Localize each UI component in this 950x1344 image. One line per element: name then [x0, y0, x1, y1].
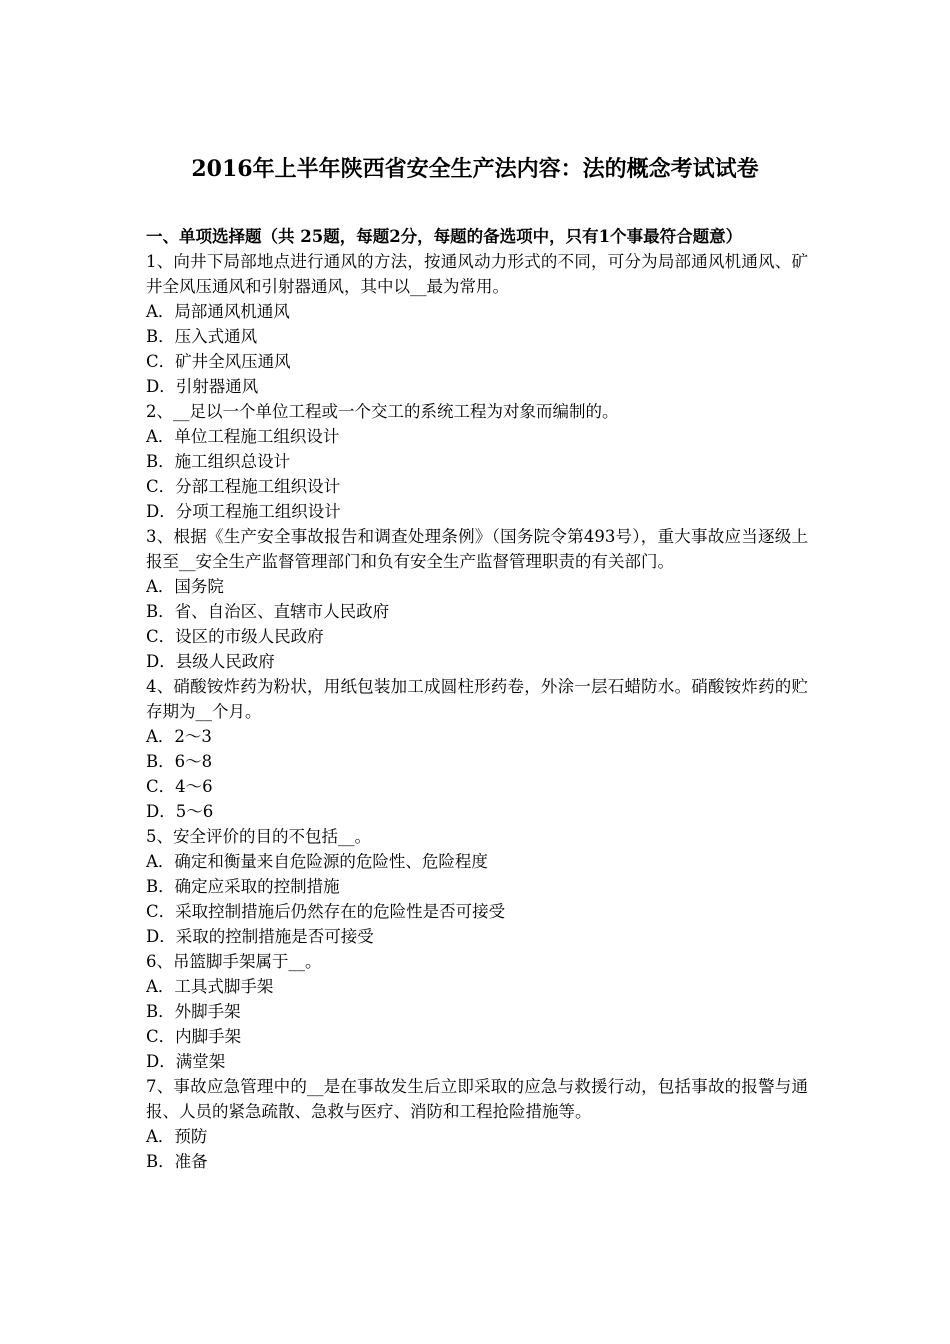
- option-c: C．采取控制措施后仍然存在的危险性是否可接受: [146, 902, 506, 921]
- document-title: 2016年上半年陕西省安全生产法内容：法的概念考试试卷: [191, 156, 759, 182]
- option-d: D．5～6: [146, 802, 214, 821]
- option-b: B．确定应采取的控制措施: [146, 877, 340, 896]
- option-b: B．外脚手架: [146, 1002, 241, 1021]
- option-a: A．局部通风机通风: [146, 302, 290, 321]
- question-1: [146, 249, 808, 399]
- question-7: [146, 1074, 808, 1174]
- question-text: 3、根据《生产安全事故报告和调查处理条例》（国务院令第493号），重大事故应当逐级上报至__安全生产监督管理部门和负有安全生产监督管理职责的有关部门。: [146, 527, 808, 571]
- option-c: C．矿井全风压通风: [146, 352, 291, 371]
- option-c: C．分部工程施工组织设计: [146, 477, 341, 496]
- option-d: D．满堂架: [146, 1052, 226, 1071]
- document-body: [146, 224, 808, 1174]
- option-c: C．4～6: [146, 777, 213, 796]
- question-6: [146, 949, 808, 1074]
- option-a: A．预防: [146, 1127, 208, 1146]
- option-a: A．2～3: [146, 727, 212, 746]
- option-b: B．6～8: [146, 752, 213, 771]
- option-d: D．县级人民政府: [146, 652, 275, 671]
- question-text: 5、安全评价的目的不包括__。: [146, 827, 371, 846]
- section-heading: 一、单项选择题（共 25题，每题2分，每题的备选项中，只有1个事最符合题意）: [146, 227, 743, 246]
- option-c: C．设区的市级人民政府: [146, 627, 324, 646]
- option-b: B．省、自治区、直辖市人民政府: [146, 602, 390, 621]
- question-text: 6、吊篮脚手架属于__。: [146, 952, 322, 971]
- option-b: B．准备: [146, 1152, 208, 1171]
- option-b: B．压入式通风: [146, 327, 258, 346]
- option-d: D．分项工程施工组织设计: [146, 502, 341, 521]
- question-text: 1、向井下局部地点进行通风的方法，按通风动力形式的不同，可分为局部通风机通风、矿井全风压通风和引射器通风，其中以__最为常用。: [146, 252, 808, 296]
- option-d: D．引射器通风: [146, 377, 259, 396]
- question-text: 7、事故应急管理中的__是在事故发生后立即采取的应急与救援行动，包括事故的报警与通报、人员的紧急疏散、急救与医疗、消防和工程抢险措施等。: [146, 1077, 808, 1121]
- option-a: A．国务院: [146, 577, 224, 596]
- option-a: A．工具式脚手架: [146, 977, 274, 996]
- option-c: C．内脚手架: [146, 1027, 242, 1046]
- option-a: A．单位工程施工组织设计: [146, 427, 340, 446]
- question-text: 4、硝酸铵炸药为粉状，用纸包装加工成圆柱形药卷，外涂一层石蜡防水。硝酸铵炸药的贮存期为__个月。: [146, 677, 808, 721]
- question-2: [146, 399, 808, 524]
- option-d: D．采取的控制措施是否可接受: [146, 927, 374, 946]
- option-b: B．施工组织总设计: [146, 452, 291, 471]
- question-text: 2、__足以一个单位工程或一个交工的系统工程为对象而编制的。: [146, 402, 619, 421]
- option-a: A．确定和衡量来自危险源的危险性、危险程度: [146, 852, 488, 871]
- question-3: [146, 524, 808, 674]
- question-5: [146, 824, 808, 949]
- question-4: [146, 674, 808, 824]
